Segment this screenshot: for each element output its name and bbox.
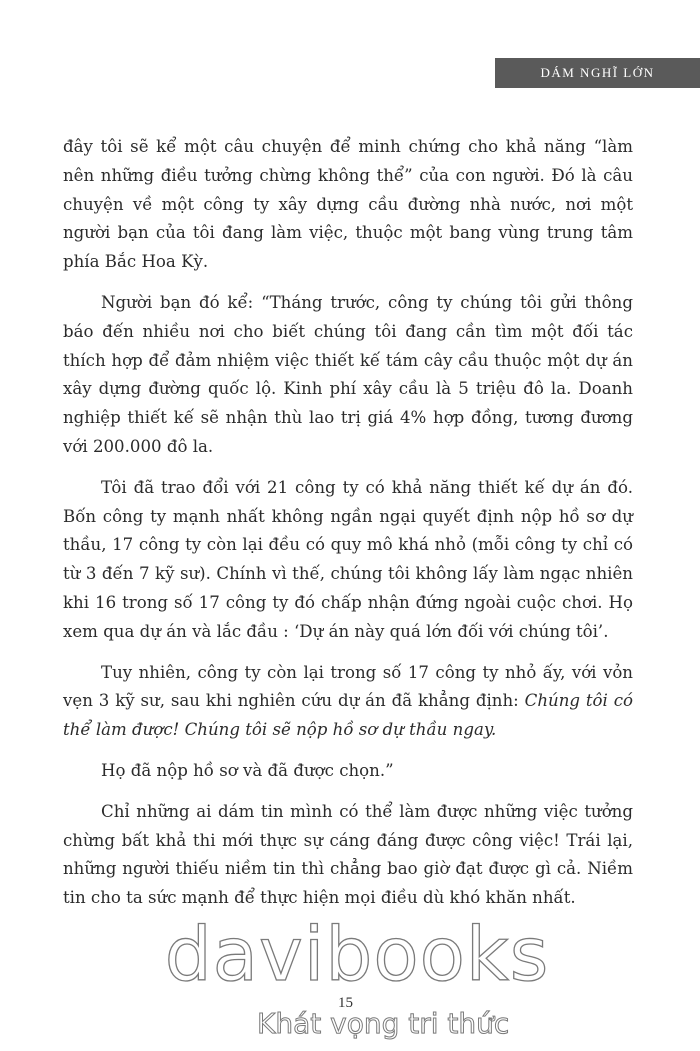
paragraph-4 xyxy=(63,659,633,745)
paragraph-2: Người bạn đó kể: “Tháng trước, công ty chúng tôi gửi thông báo đến nhiều nơi cho biết chúng tôi đang cần tìm một đối tác thích hợp để đảm nhiệm việc thiết kế tám cây cầu thuộc một dự án xây dựng đường quốc lộ. Kinh phí xây cầu là 5 triệu đô la. Doanh nghiệp thiết kế sẽ nhận thù lao trị giá 4% hợp đồng, tương đương với 200.000 đô la. xyxy=(63,292,633,456)
page-number: 15 xyxy=(338,995,353,1011)
watermark-brand: davibooks xyxy=(164,912,550,998)
running-header xyxy=(495,58,700,88)
paragraph-1: đây tôi sẽ kể một câu chuyện để minh chứng cho khả năng “làm nên những điều tưởng chừng không thể” của con người. Đó là câu chuyện về một công ty xây dựng cầu đường nhà nước, nơi một người bạn của tôi đang làm việc, thuộc một bang vùng trung tâm phía Bắc Hoa Kỳ. xyxy=(63,137,633,272)
paragraph-3: Tôi đã trao đổi với 21 công ty có khả năng thiết kế dự án đó. Bốn công ty mạnh nhất không ngần ngại quyết định nộp hồ sơ dự thầu, 17 công ty còn lại đều có quy mô khá nhỏ (mỗi công ty chỉ có từ 3 đến 7 kỹ sư). Chính vì thế, chúng tôi không lấy làm ngạc nhiên khi 16 trong số 17 công ty đó chấp nhận đứng ngoài cuộc chơi. Họ xem qua dự án và lắc đầu : ‘Dự án này quá lớn đối với chúng tôi’. xyxy=(63,477,633,641)
paragraph-4-text: Tuy nhiên, công ty còn lại trong số 17 công ty nhỏ ấy, với vỏn vẹn 3 kỹ sư, sau khi nghiên cứu dự án đã khẳng định: xyxy=(63,662,633,711)
running-header-title: DÁM NGHĨ LỚN xyxy=(540,65,655,80)
paragraph-4-italic-quote: Chúng tôi có thể làm được! Chúng tôi sẽ nộp hồ sơ dự thầu ngay. xyxy=(63,691,634,740)
page-body xyxy=(63,133,633,925)
watermark-tagline: Khát vọng tri thức xyxy=(257,1007,510,1040)
paragraph-5: Họ đã nộp hồ sơ và đã được chọn.” xyxy=(101,760,394,780)
paragraph-6: Chỉ những ai dám tin mình có thể làm được những việc tưởng chừng bất khả thi mới thực sự cáng đáng được công việc! Trái lại, những người thiếu niềm tin thì chẳng bao giờ đạt được gì cả. Niềm tin cho ta sức mạnh để thực hiện mọi điều dù khó khăn nhất. xyxy=(63,801,633,908)
